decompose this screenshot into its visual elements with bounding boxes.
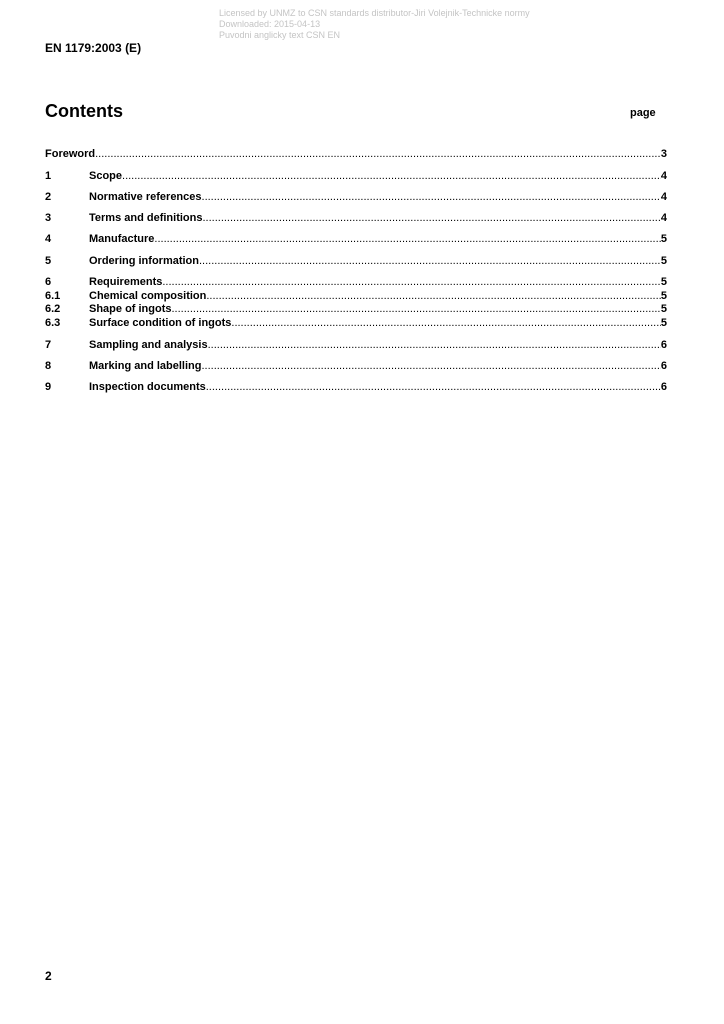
toc-entry-title: Chemical composition bbox=[89, 290, 207, 302]
toc-entry-number: 6.1 bbox=[45, 290, 61, 302]
toc-entry-title: Inspection documents bbox=[89, 381, 206, 393]
toc-leader-dots bbox=[154, 233, 660, 246]
toc-entry-number: 3 bbox=[45, 212, 52, 224]
toc-entry-title: Surface condition of ingots bbox=[89, 317, 232, 329]
contents-heading: Contents bbox=[45, 101, 123, 121]
toc-entry-terms-and-definitions[interactable] bbox=[45, 212, 667, 225]
toc-entry-manufacture[interactable] bbox=[45, 233, 667, 246]
toc-leader-dots bbox=[162, 276, 661, 289]
page-column-label: page bbox=[630, 107, 656, 119]
toc-entry-number: 9 bbox=[45, 381, 52, 393]
toc-entry-chemical-composition[interactable] bbox=[45, 290, 667, 303]
toc-entry-foreword[interactable] bbox=[45, 148, 667, 161]
toc-entry-page: 5 bbox=[660, 317, 667, 329]
toc-entry-title: Foreword bbox=[45, 148, 96, 160]
toc-leader-dots bbox=[172, 303, 661, 316]
toc-leader-dots bbox=[122, 170, 661, 183]
toc-entry-surface-condition-of-ingots[interactable] bbox=[45, 317, 667, 330]
toc-entry-sampling-and-analysis[interactable] bbox=[45, 339, 667, 352]
toc-entry-title: Ordering information bbox=[89, 255, 199, 267]
toc-entry-page: 3 bbox=[660, 148, 667, 160]
toc-entry-page: 5 bbox=[660, 255, 667, 267]
toc-leader-dots bbox=[95, 148, 661, 161]
toc-entry-number: 1 bbox=[45, 170, 52, 182]
toc-leader-dots bbox=[202, 212, 660, 225]
document-id: EN 1179:2003 (E) bbox=[45, 41, 142, 55]
toc-leader-dots bbox=[199, 255, 661, 268]
toc-entry-number: 5 bbox=[45, 255, 52, 267]
toc-leader-dots bbox=[201, 360, 660, 373]
toc-entry-number: 6 bbox=[45, 276, 52, 288]
watermark-line-2: Downloaded: 2015-04-13 bbox=[219, 19, 321, 29]
toc-entry-page: 5 bbox=[660, 233, 667, 245]
toc-entry-page: 5 bbox=[660, 290, 667, 302]
toc-leader-dots bbox=[206, 290, 661, 303]
toc-entry-title: Normative references bbox=[89, 191, 202, 203]
toc-entry-requirements[interactable] bbox=[45, 276, 667, 289]
toc-entry-number: 2 bbox=[45, 191, 52, 203]
toc-entry-inspection-documents[interactable] bbox=[45, 381, 667, 394]
watermark-line-1: Licensed by UNMZ to CSN standards distributor-Jiri Volejnik-Technicke normy bbox=[219, 8, 530, 18]
toc-entry-page: 6 bbox=[660, 360, 667, 372]
toc-entry-page: 4 bbox=[660, 212, 667, 224]
toc-entry-shape-of-ingots[interactable] bbox=[45, 303, 667, 316]
toc-entry-page: 6 bbox=[660, 339, 667, 351]
license-watermark bbox=[219, 8, 530, 41]
toc-entry-number: 4 bbox=[45, 233, 52, 245]
toc-entry-page: 6 bbox=[660, 381, 667, 393]
toc-entry-marking-and-labelling[interactable] bbox=[45, 360, 667, 373]
toc-entry-number: 8 bbox=[45, 360, 52, 372]
toc-entry-title: Sampling and analysis bbox=[89, 339, 208, 351]
toc-entry-page: 4 bbox=[660, 191, 667, 203]
toc-entry-number: 7 bbox=[45, 339, 52, 351]
toc-leader-dots bbox=[208, 339, 661, 352]
toc-entry-title: Marking and labelling bbox=[89, 360, 202, 372]
toc-entry-normative-references[interactable] bbox=[45, 191, 667, 204]
toc-leader-dots bbox=[206, 381, 661, 394]
toc-entry-scope[interactable] bbox=[45, 170, 667, 183]
toc-entry-title: Shape of ingots bbox=[89, 303, 172, 315]
toc-entry-ordering-information[interactable] bbox=[45, 255, 667, 268]
toc-entry-title: Manufacture bbox=[89, 233, 155, 245]
toc-entry-number: 6.2 bbox=[45, 303, 61, 315]
page-number: 2 bbox=[45, 969, 52, 983]
toc-entry-page: 5 bbox=[660, 303, 667, 315]
toc-entry-page: 5 bbox=[660, 276, 667, 288]
toc-entry-title: Terms and definitions bbox=[89, 212, 203, 224]
toc-entry-title: Requirements bbox=[89, 276, 163, 288]
watermark-line-3: Puvodni anglicky text CSN EN bbox=[219, 30, 341, 40]
toc-leader-dots bbox=[231, 317, 660, 330]
toc-entry-page: 4 bbox=[660, 170, 667, 182]
toc-entry-number: 6.3 bbox=[45, 317, 61, 329]
toc-entry-title: Scope bbox=[89, 170, 123, 182]
toc-leader-dots bbox=[202, 191, 661, 204]
